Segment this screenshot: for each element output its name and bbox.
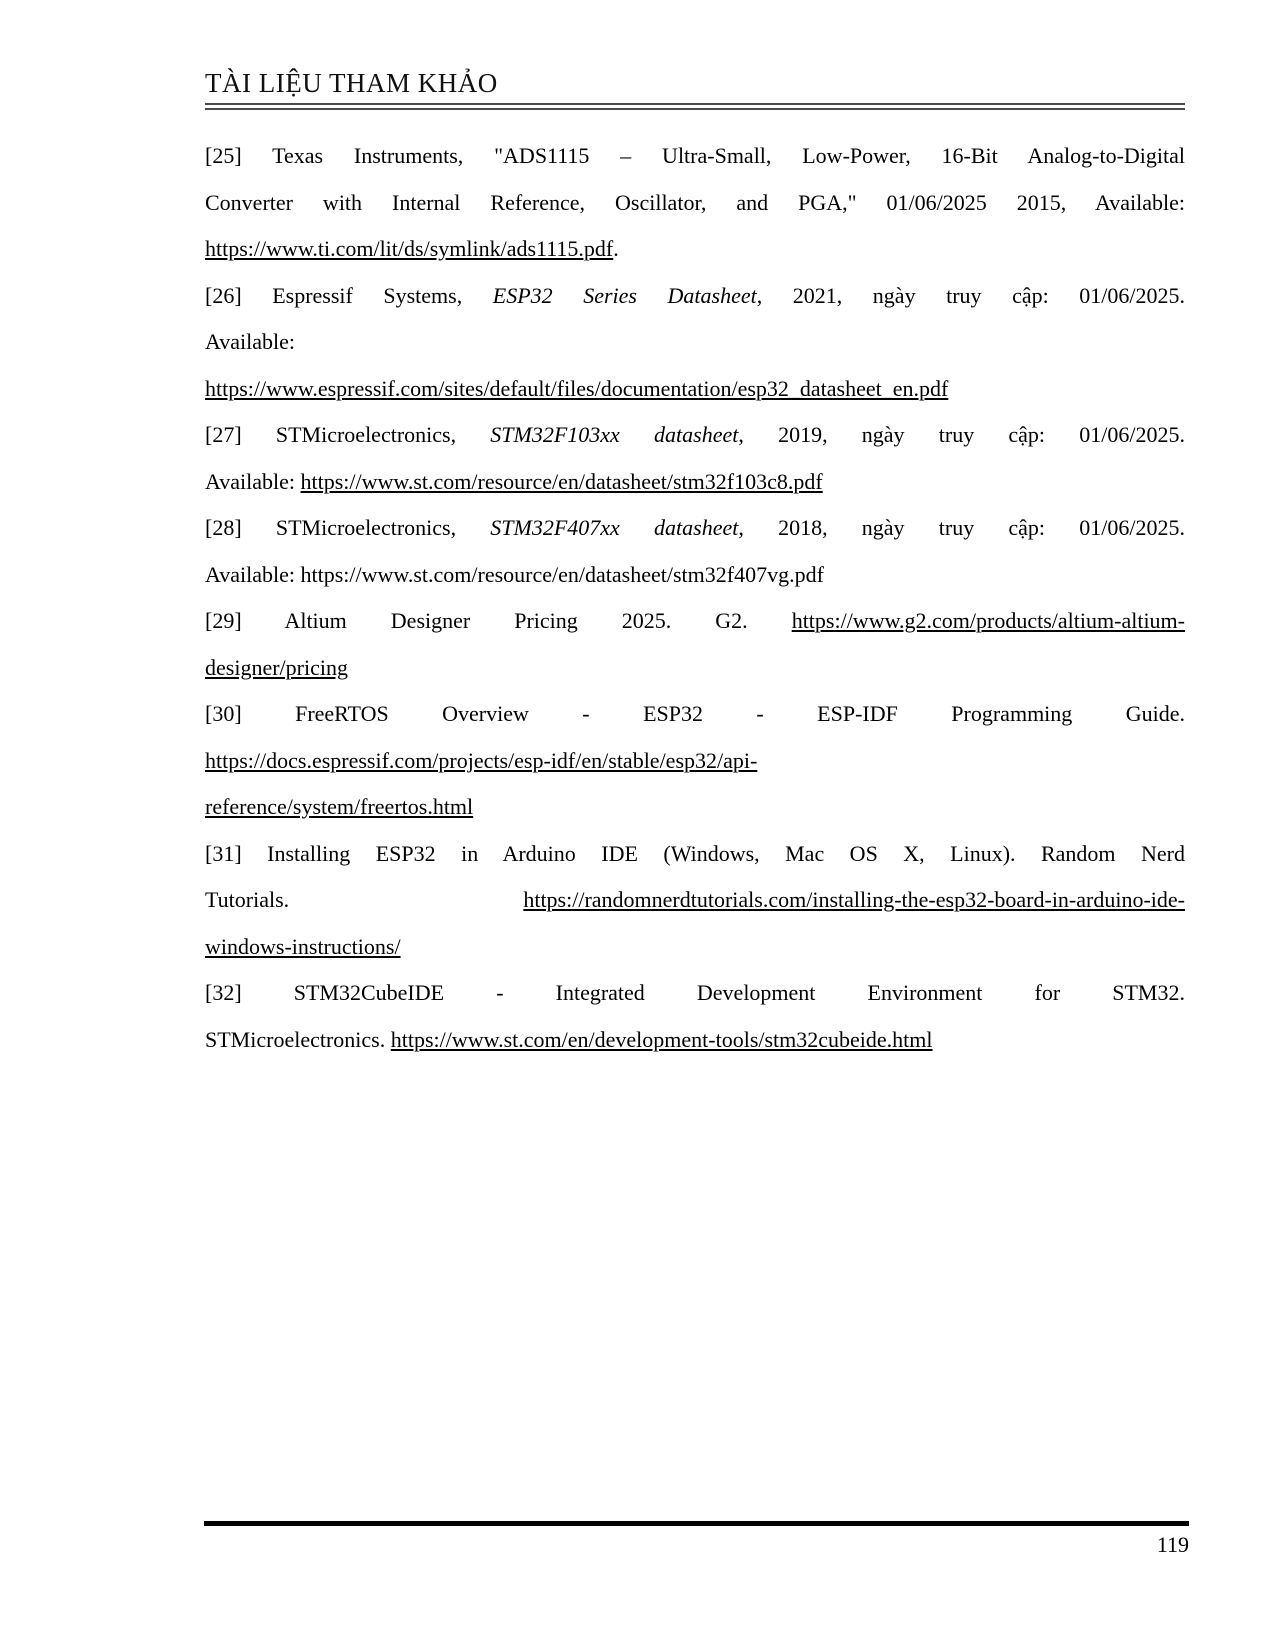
reference-line [205,831,1185,878]
reference-text: STMicroelectronics. [205,1026,391,1052]
reference-line [205,924,1185,971]
reference-line [205,180,1185,227]
reference-text: [30] FreeRTOS Overview - ESP32 - ESP-IDF Programming Guide. [205,701,1185,726]
reference-text: [27] STMicroelectronics, [205,422,491,447]
reference-line [205,226,1185,273]
page-heading: TÀI LIỆU THAM KHẢO [205,68,498,98]
reference-line [205,459,1185,506]
reference-line [205,552,1185,599]
reference-line [205,598,1185,645]
reference-entry-31 [205,831,1185,971]
reference-text: [26] Espressif Systems, [205,282,493,308]
reference-link[interactable]: reference/system/freertos.html [205,794,474,819]
reference-text: Available: [205,468,301,494]
reference-entry-28 [205,505,1185,598]
reference-text: , 2018, ngày truy cập: 01/06/2025. [738,515,1185,540]
references-list [205,133,1185,1063]
reference-text: , 2021, ngày truy cập: 01/06/2025. [756,282,1185,308]
reference-line [205,877,1185,924]
reference-line [205,1017,1185,1064]
reference-text: Tutorials. [205,887,524,912]
page-number: 119 [1156,1532,1189,1557]
reference-text: , 2019, ngày truy cập: 01/06/2025. [738,422,1185,447]
heading-rule [205,103,1185,110]
reference-text: [32] STM32CubeIDE - Integrated Development Environment for STM32. [205,980,1185,1005]
reference-entry-29 [205,598,1185,691]
reference-title-italic: ESP32 Series Datasheet [492,282,757,308]
reference-line [205,645,1185,692]
reference-line [205,133,1185,180]
reference-line [205,366,1185,413]
reference-link[interactable]: designer/pricing [205,654,348,680]
reference-text: [28] STMicroelectronics, [205,515,491,540]
reference-text: [25] Texas Instruments, "ADS1115 – Ultra-Small, Low-Power, 16-Bit Analog-to-Digital [205,143,1185,168]
reference-link[interactable]: https://www.st.com/resource/en/datasheet/stm32f103c8.pdf [300,468,823,494]
reference-entry-25 [205,133,1185,273]
reference-text: [31] Installing ESP32 in Arduino IDE (Windows, Mac OS X, Linux). Random Nerd [205,840,1185,866]
reference-entry-30 [205,691,1185,831]
reference-entry-26 [205,273,1185,413]
reference-text: [29] Altium Designer Pricing 2025. G2. [205,608,792,633]
reference-title-italic: STM32F407xx datasheet [490,515,739,540]
reference-text: . [613,236,619,261]
reference-line [205,970,1185,1017]
reference-link[interactable]: https://randomnerdtutorials.com/installing-the-esp32-board-in-arduino-ide- [523,887,1185,912]
reference-link[interactable]: windows-instructions/ [205,933,401,959]
reference-line [205,691,1185,738]
reference-link[interactable]: https://www.g2.com/products/altium-altium- [791,608,1185,633]
reference-text: Converter with Internal Reference, Oscillator, and PGA," 01/06/2025 2015, Available: [205,189,1185,215]
reference-line [205,273,1185,320]
reference-line [205,505,1185,552]
reference-line [205,412,1185,459]
footer-rule [204,1521,1189,1526]
reference-line [205,319,1185,366]
reference-line [205,784,1185,831]
reference-link[interactable]: https://www.ti.com/lit/ds/symlink/ads1115.pdf [205,236,614,261]
reference-link[interactable]: https://www.espressif.com/sites/default/files/documentation/esp32_datasheet_en.pdf [205,375,949,401]
reference-entry-27 [205,412,1185,505]
reference-link[interactable]: https://www.st.com/en/development-tools/stm32cubeide.html [390,1026,933,1052]
reference-entry-32 [205,970,1185,1063]
reference-line [205,738,1185,785]
reference-text: Available: https://www.st.com/resource/en/datasheet/stm32f407vg.pdf [205,561,824,587]
reference-text: Available: [205,329,295,354]
reference-link[interactable]: https://docs.espressif.com/projects/esp-idf/en/stable/esp32/api- [205,747,758,773]
reference-title-italic: STM32F103xx datasheet [490,422,739,447]
